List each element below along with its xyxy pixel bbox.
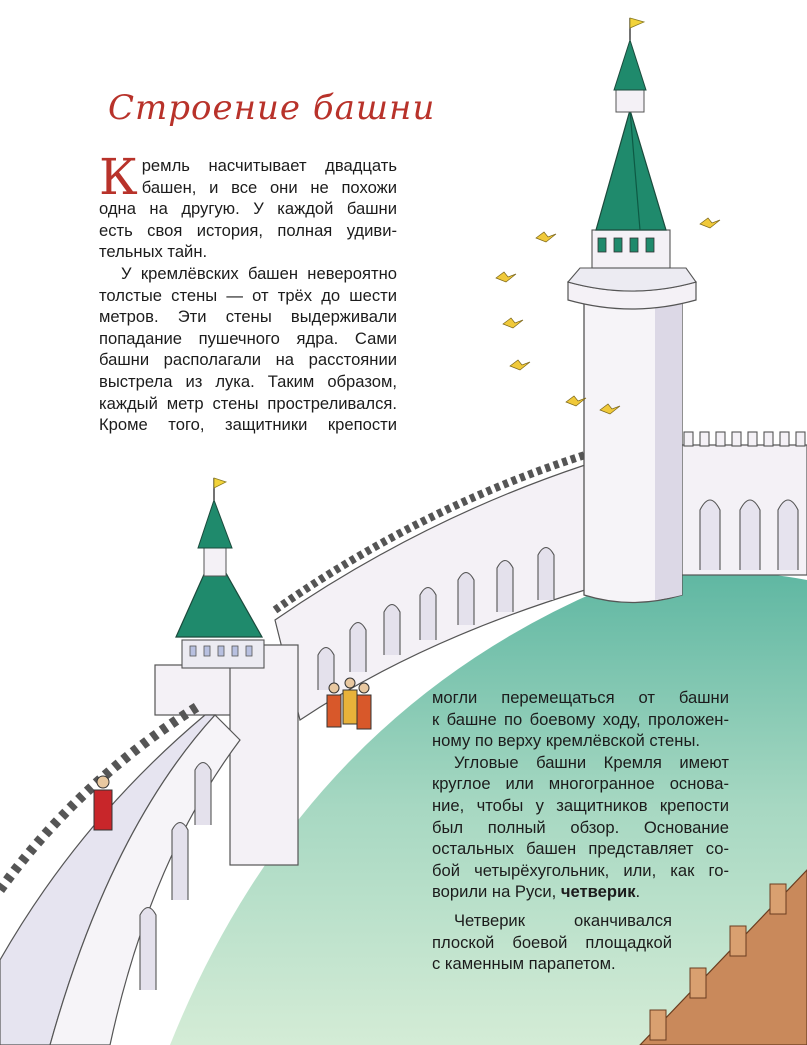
text-line: выстрела из лука. Таким образом, xyxy=(99,371,397,391)
drop-cap: К xyxy=(99,148,138,206)
right-wall xyxy=(680,432,807,575)
text-line xyxy=(432,881,729,903)
text-line: был полный обзор. Основание xyxy=(432,817,729,837)
text-line: круглое или многогранное основа- xyxy=(432,774,729,794)
text-line: одна на другую. У каждой башни xyxy=(99,199,397,219)
text-line: попадание пушечного ядра. Сами xyxy=(99,328,397,348)
text-line: Угловые башни Кремля имеют xyxy=(454,752,729,772)
text-line: остальных башен представляет со- xyxy=(432,839,729,859)
text-line: башни располагали на расстоянии xyxy=(99,350,397,370)
text-line: Четверик оканчивался xyxy=(454,911,672,930)
corner-round-tower xyxy=(568,18,696,603)
text-line: метров. Эти стены выдерживали xyxy=(99,307,397,327)
text-line: толстые стены — от трёх до шести xyxy=(99,285,397,305)
text-line: башен, и все они не похожи xyxy=(141,177,397,197)
text-line: ремль насчитывает двадцать xyxy=(141,156,397,175)
text-line: есть своя история, полная удиви- xyxy=(99,220,397,240)
final-text-block xyxy=(432,910,672,975)
page-title: Строение башни xyxy=(108,88,436,128)
text-line: каждый метр стены простреливался. xyxy=(99,393,397,413)
text-line: ние, чтобы у защитников крепости xyxy=(432,795,729,815)
intro-text-block xyxy=(99,148,397,436)
text-line: тельных тайн. xyxy=(99,242,208,262)
text-line-start: ворили на Руси, xyxy=(432,882,561,902)
text-line: бой четырёхугольник, или, как го- xyxy=(432,860,729,880)
text-line: к башне по боевому ходу, проложен- xyxy=(432,709,729,729)
bold-term: четверик xyxy=(560,882,636,902)
text-line: могли перемещаться от башни xyxy=(432,688,729,707)
text-line: плоской боевой площадкой xyxy=(432,932,672,952)
text-line: с каменным парапетом. xyxy=(432,954,616,974)
text-line: Кроме того, защитники крепости xyxy=(99,415,397,435)
text-line: У кремлёвских башен невероятно xyxy=(121,263,397,283)
text-line-end: . xyxy=(635,882,641,902)
continued-text-block xyxy=(432,687,729,903)
text-line: ному по верху кремлёвской стены. xyxy=(432,731,700,751)
